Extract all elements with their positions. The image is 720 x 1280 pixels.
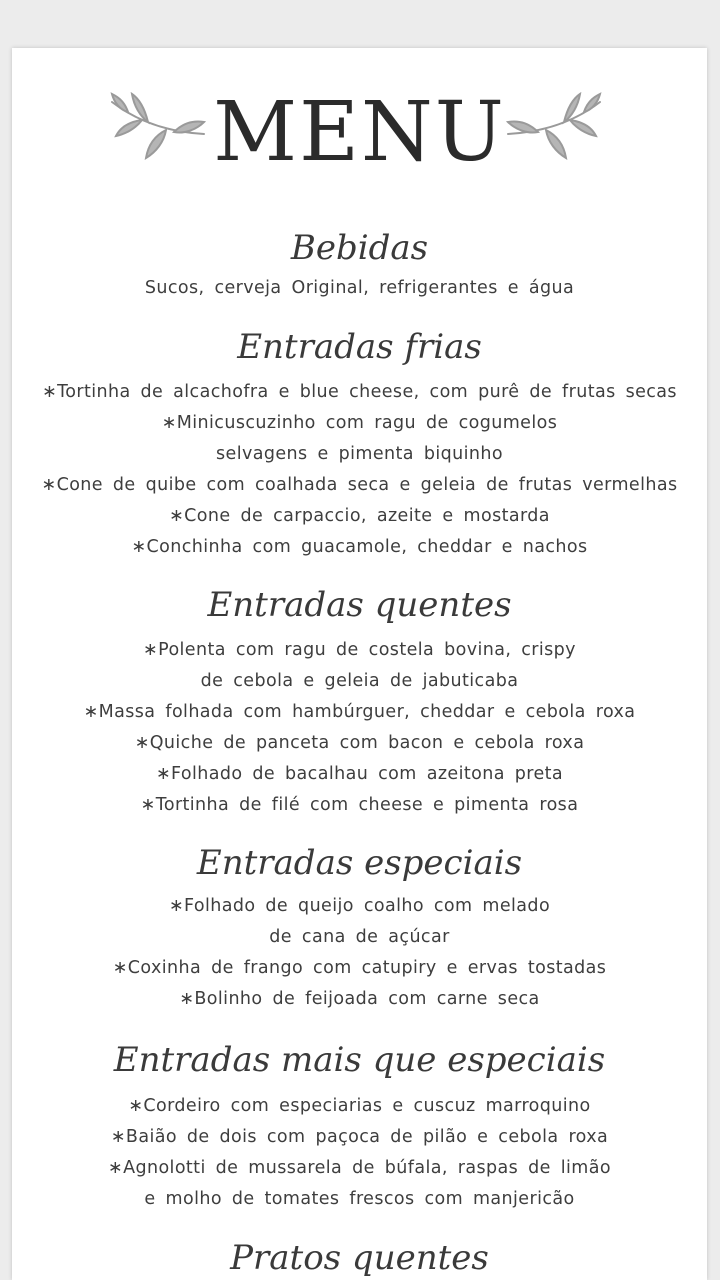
menu-item: ∗Agnolotti de mussarela de búfala, raspas de limão <box>108 1158 611 1178</box>
section-title-pratos-quentes: Pratos quentes <box>230 1238 489 1278</box>
menu-item: de cana de açúcar <box>269 927 450 947</box>
menu-item: ∗Quiche de panceta com bacon e cebola roxa <box>134 733 585 753</box>
menu-item: ∗Tortinha de filé com cheese e pimenta rosa <box>140 795 579 815</box>
section-title-bebidas: Bebidas <box>290 228 429 268</box>
menu-item: ∗Folhado de queijo coalho com melado <box>168 896 551 916</box>
menu-item: ∗Conchinha com guacamole, cheddar e nachos <box>131 537 588 557</box>
menu-item: ∗Cone de quibe com coalhada seca e geleia de frutas vermelhas <box>41 475 678 495</box>
menu-item: ∗Folhado de bacalhau com azeitona preta <box>155 764 564 784</box>
menu-item: ∗Tortinha de alcachofra e blue cheese, com purê de frutas secas <box>42 382 677 402</box>
menu-header <box>12 85 707 180</box>
menu-item: ∗Baião de dois com paçoca de pilão e cebola roxa <box>110 1127 609 1147</box>
menu-page <box>12 48 707 1280</box>
menu-item: Sucos, cerveja Original, refrigerantes e água <box>144 278 575 298</box>
menu-item: ∗Polenta com ragu de costela bovina, crispy <box>143 640 576 660</box>
menu-title: MENU <box>213 85 506 180</box>
menu-item: e molho de tomates frescos com manjericão <box>144 1189 575 1209</box>
menu-item: ∗Minicuscuzinho com ragu de cogumelos <box>161 413 558 433</box>
section-title-entradas-frias: Entradas frias <box>237 327 482 367</box>
menu-item: selvagens e pimenta biquinho <box>216 444 503 464</box>
section-title-entradas-mais-que-especiais: Entradas mais que especiais <box>113 1040 606 1080</box>
menu-item: ∗Cone de carpaccio, azeite e mostarda <box>169 506 550 526</box>
section-title-entradas-quentes: Entradas quentes <box>207 585 512 625</box>
menu-item: ∗Massa folhada com hambúrguer, cheddar e cebola roxa <box>83 702 636 722</box>
menu-item: ∗Bolinho de feijoada com carne seca <box>179 989 540 1009</box>
leaf-sprig-right-icon <box>504 92 604 164</box>
section-title-entradas-especiais: Entradas especiais <box>196 843 523 883</box>
menu-item: ∗Cordeiro com especiarias e cuscuz marroquino <box>128 1096 591 1116</box>
menu-item: ∗Coxinha de frango com catupiry e ervas tostadas <box>112 958 607 978</box>
menu-item: de cebola e geleia de jabuticaba <box>200 671 519 691</box>
